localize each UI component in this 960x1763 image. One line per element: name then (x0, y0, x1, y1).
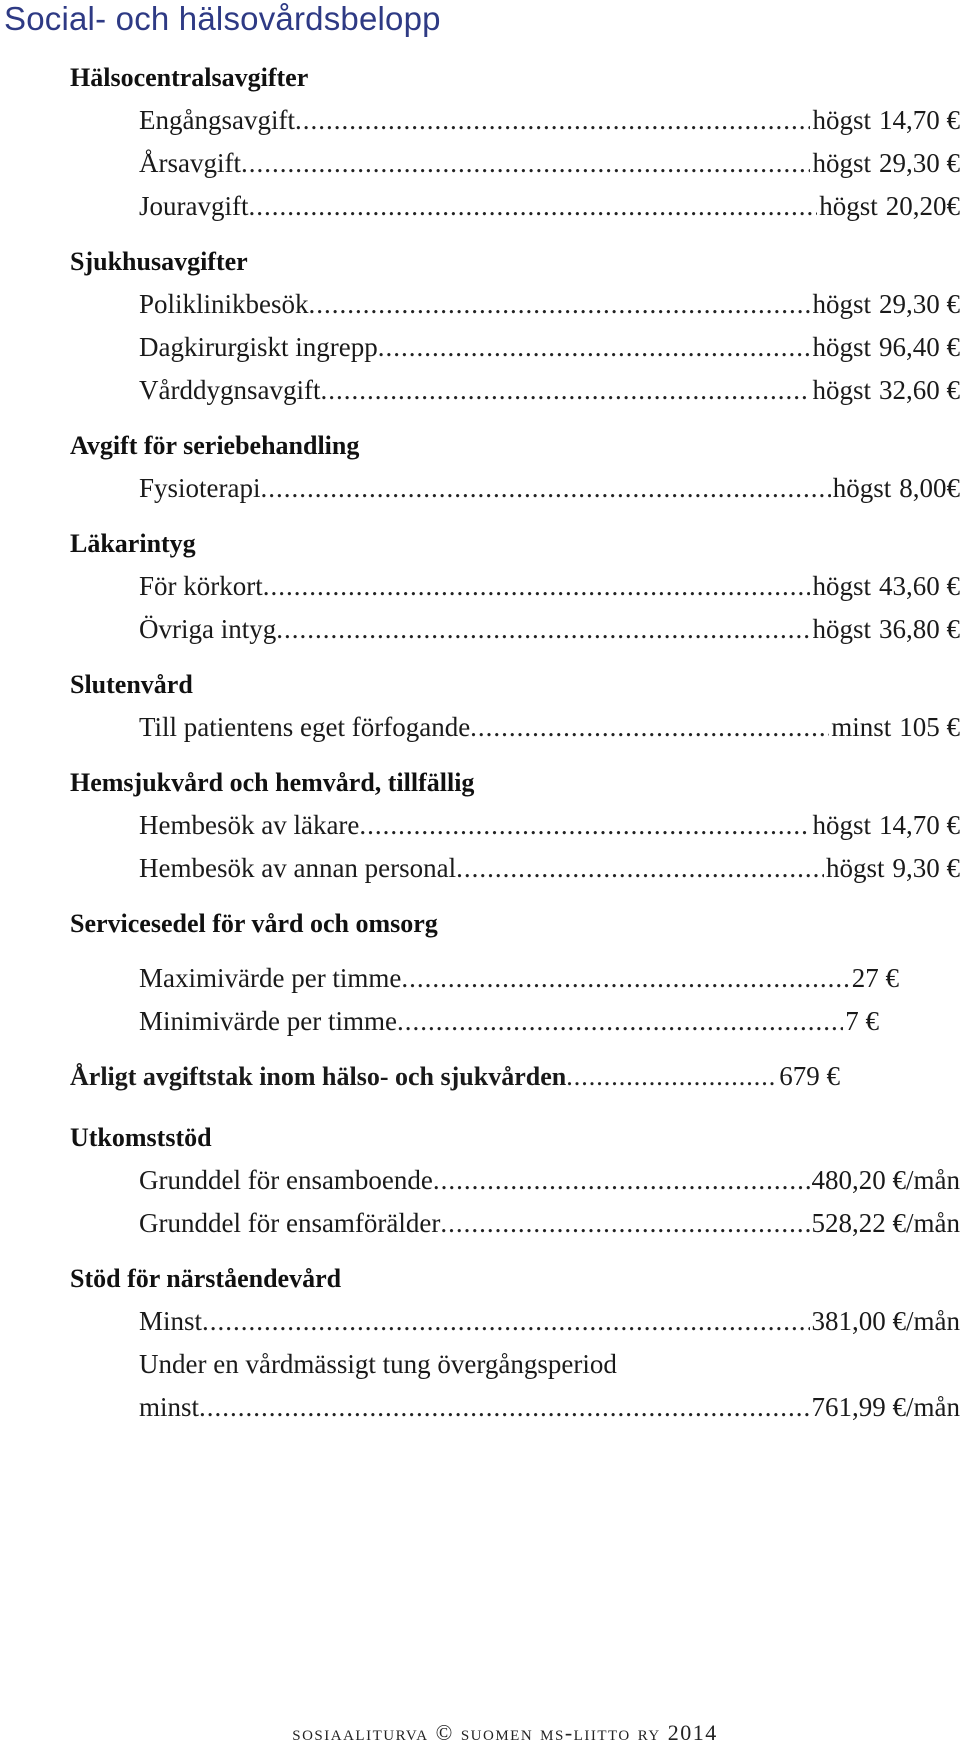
fee-row (70, 1000, 879, 1043)
fee-amount: 8,00€ (899, 473, 960, 503)
fee-label: Till patientens eget förfogande (139, 712, 471, 742)
dot-leader (401, 957, 849, 1000)
fee-qualifier: högst (812, 105, 871, 135)
section-hemsjukvard (70, 761, 960, 890)
fee-amount: 27 € (851, 963, 899, 993)
dot-leader (248, 185, 817, 228)
fee-amount: 32,60 € (879, 375, 960, 405)
fee-label: Hembesök av annan personal (139, 853, 457, 883)
fee-row (70, 1202, 960, 1245)
section-narstaendevard (70, 1257, 960, 1429)
fee-cap-amount: 679 € (779, 1061, 840, 1091)
fee-row (70, 608, 960, 651)
dot-leader (566, 1055, 777, 1098)
section-heading: Läkarintyg (70, 528, 196, 558)
page-title: Social- och hälsovårdsbelopp (4, 0, 441, 37)
dot-leader (295, 99, 811, 142)
dot-leader (309, 283, 811, 326)
dot-leader (320, 369, 810, 412)
section-sjukhus (70, 240, 960, 412)
fee-qualifier: högst (812, 375, 871, 405)
dot-leader (440, 1202, 809, 1245)
fee-label: Grunddel för ensamboende (139, 1165, 433, 1195)
section-utkomststod (70, 1116, 960, 1245)
fee-row (70, 142, 960, 185)
fee-amount: 20,20€ (885, 191, 960, 221)
fee-qualifier: högst (819, 191, 878, 221)
fee-note (70, 1343, 960, 1386)
fee-cap-label: Årligt avgiftstak inom hälso- och sjukvården (70, 1062, 567, 1091)
fee-row (70, 1159, 960, 1202)
fee-amount: 14,70 € (879, 105, 960, 135)
fee-label: Poliklinikbesök (139, 289, 309, 319)
fee-label: För körkort (139, 571, 263, 601)
fee-amount: 43,60 € (879, 571, 960, 601)
fee-row (70, 467, 960, 510)
fee-label: Fysioterapi (139, 473, 261, 503)
fee-row (70, 185, 960, 228)
fee-qualifier: högst (825, 853, 885, 883)
fee-row (70, 957, 899, 1000)
dot-leader (378, 326, 811, 369)
section-heading: Utkomststöd (70, 1122, 212, 1152)
fee-qualifier: minst (831, 712, 892, 742)
section-heading: Avgift för seriebehandling (70, 430, 360, 460)
fee-qualifier: högst (812, 810, 871, 840)
section-heading: Slutenvård (70, 669, 193, 699)
fee-label: Årsavgift (139, 148, 241, 178)
fee-row (70, 706, 960, 749)
fee-amount: 36,80 € (879, 614, 960, 644)
fee-amount: 7 € (845, 1006, 879, 1036)
dot-leader (359, 804, 810, 847)
fee-note-text: Under en vårdmässigt tung övergångsperiod (139, 1349, 617, 1379)
fee-amount: 96,40 € (879, 332, 960, 362)
fee-qualifier: högst (812, 148, 871, 178)
fee-label: minst (139, 1392, 200, 1422)
fee-amount: 480,20 €/mån (811, 1165, 960, 1195)
fee-label: Vårddygnsavgift (139, 375, 321, 405)
dot-leader (433, 1159, 810, 1202)
fee-row (70, 804, 960, 847)
fee-label: Hembesök av läkare (139, 810, 360, 840)
dot-leader (276, 608, 810, 651)
fee-row (70, 565, 960, 608)
dot-leader (263, 565, 811, 608)
fee-qualifier: högst (812, 614, 871, 644)
fee-label: Minimivärde per timme (139, 1006, 397, 1036)
page-footer: sosiaaliturva © suomen ms-liitto ry 2014 (292, 1720, 718, 1745)
dot-leader (397, 1000, 843, 1043)
dot-leader (202, 1300, 809, 1343)
fee-amount: 528,22 €/mån (811, 1208, 960, 1238)
section-lakarintyg (70, 522, 960, 651)
fee-cap-row (70, 1055, 840, 1098)
section-heading: Stöd för närståendevård (70, 1263, 342, 1293)
fee-label: Engångsavgift (139, 105, 295, 135)
fee-amount: 761,99 €/mån (811, 1392, 960, 1422)
fee-row (70, 1386, 960, 1429)
fee-amount: 29,30 € (879, 289, 960, 319)
fee-label: Maximivärde per timme (139, 963, 402, 993)
fee-qualifier: högst (812, 332, 871, 362)
fee-qualifier: högst (812, 289, 871, 319)
fee-amount: 381,00 €/mån (811, 1306, 960, 1336)
dot-leader (261, 467, 831, 510)
dot-leader (456, 847, 824, 890)
fee-row (70, 847, 960, 890)
dot-leader (470, 706, 829, 749)
section-heading: Sjukhusavgifter (70, 246, 248, 276)
fee-amount: 9,30 € (892, 853, 960, 883)
fee-label: Jouravgift (139, 191, 249, 221)
fee-qualifier: högst (832, 473, 892, 503)
fee-label: Grunddel för ensamförälder (139, 1208, 441, 1238)
fee-label: Minst (139, 1306, 203, 1336)
dot-leader (241, 142, 811, 185)
section-heading: Hälsocentralsavgifter (70, 62, 309, 92)
fee-row (70, 99, 960, 142)
fee-label: Dagkirurgiskt ingrepp (139, 332, 378, 362)
fee-row (70, 283, 960, 326)
fee-amount: 29,30 € (879, 148, 960, 178)
section-heading: Servicesedel för vård och omsorg (70, 908, 438, 938)
amounts-list (70, 56, 960, 1429)
fee-amount: 14,70 € (879, 810, 960, 840)
fee-row (70, 326, 960, 369)
section-servicesedel (70, 902, 960, 1043)
fee-row (70, 1300, 960, 1343)
section-seriebehandling (70, 424, 960, 510)
fee-qualifier: högst (812, 571, 871, 601)
section-heading: Hemsjukvård och hemvård, tillfällig (70, 767, 475, 797)
fee-label: Övriga intyg (139, 614, 277, 644)
dot-leader (199, 1386, 809, 1429)
section-slutenvard (70, 663, 960, 749)
fee-amount: 105 € (899, 712, 960, 742)
section-halsocentral (70, 56, 960, 228)
fee-row (70, 369, 960, 412)
